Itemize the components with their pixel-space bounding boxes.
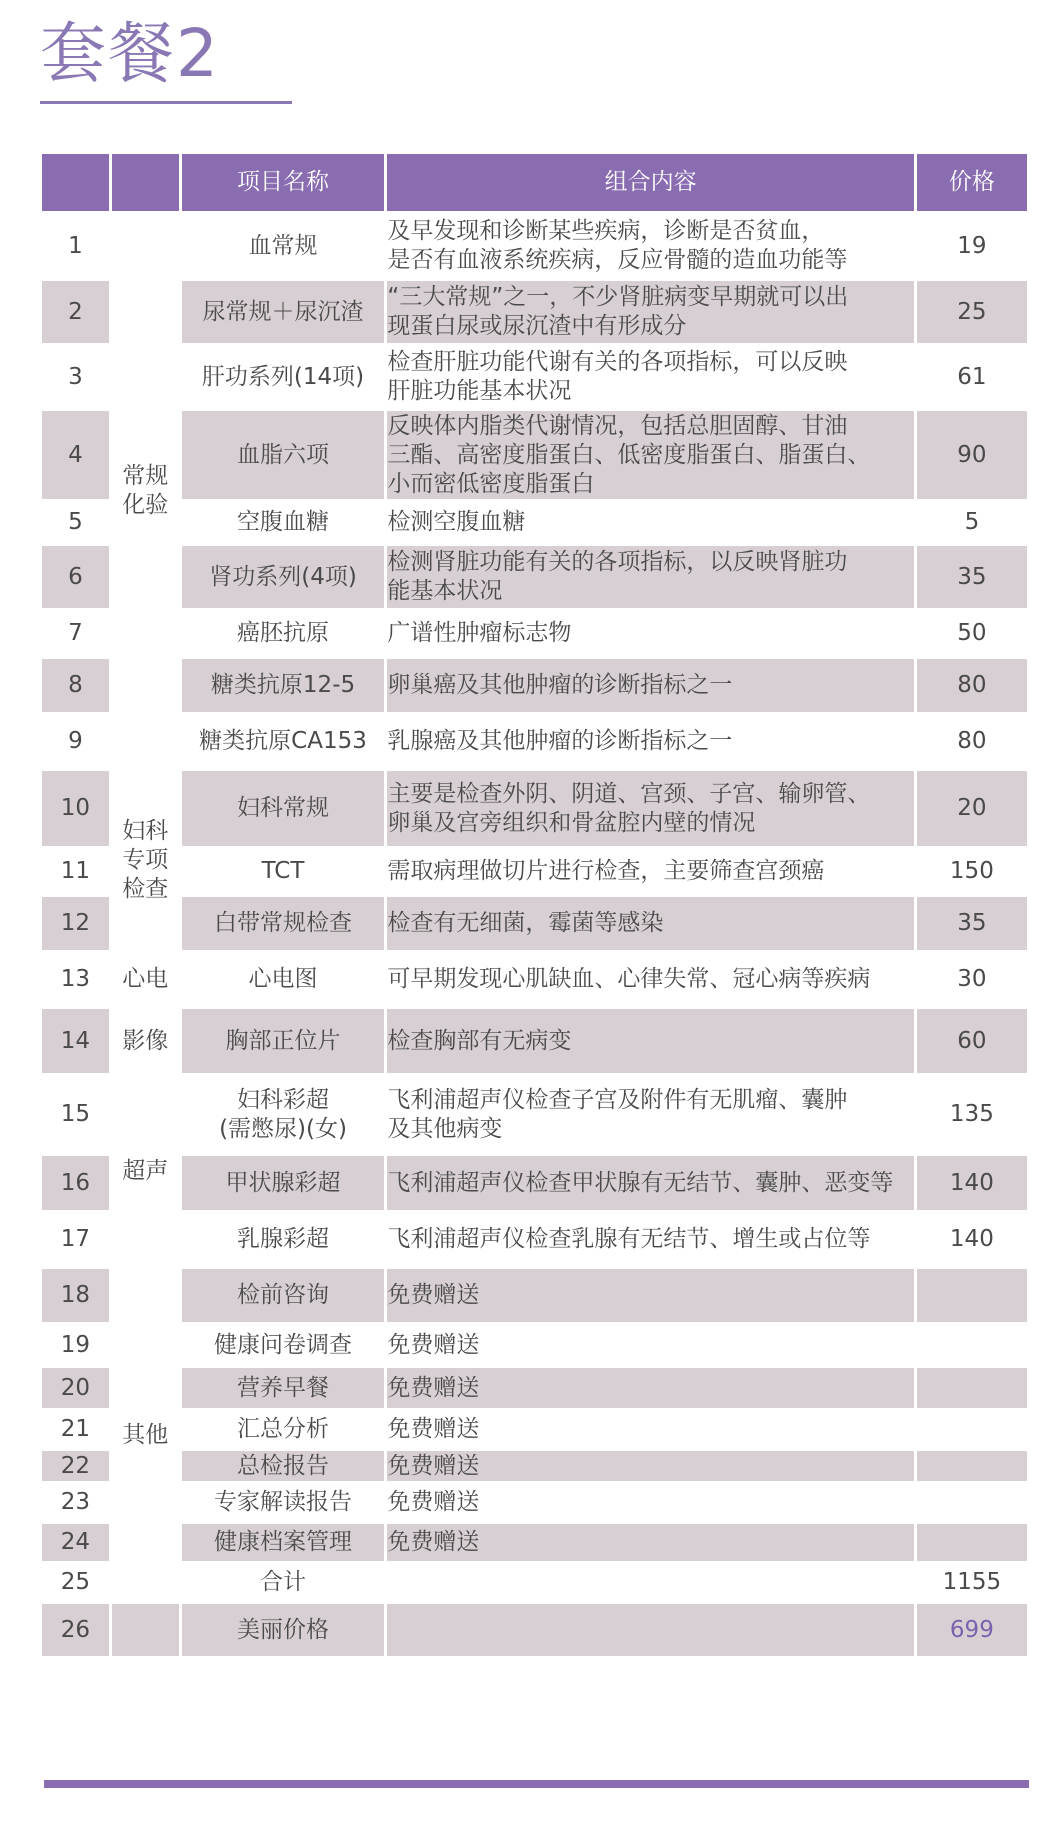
item-content: 反映体内脂类代谢情况，包括总胆固醇、甘油 三酯、高密度脂蛋白、低密度脂蛋白、脂蛋白、 小而密低密度脂蛋白 bbox=[387, 411, 913, 499]
item-name: 妇科常规 bbox=[182, 771, 385, 846]
item-content: 主要是检查外阴、阴道、宫颈、子宫、输卵管、 卵巢及宫旁组织和骨盆腔内壁的情况 bbox=[387, 771, 913, 846]
item-content: 免费赠送 bbox=[387, 1451, 913, 1481]
item-name: 糖类抗原CA153 bbox=[182, 715, 385, 768]
item-price: 20 bbox=[917, 771, 1027, 846]
item-name: 血常规 bbox=[182, 214, 385, 278]
item-name: 白带常规检查 bbox=[182, 897, 385, 950]
table-row bbox=[42, 281, 1027, 343]
item-name: 血脂六项 bbox=[182, 411, 385, 499]
item-price: 35 bbox=[917, 897, 1027, 950]
item-name: 美丽价格 bbox=[182, 1604, 385, 1656]
promo-price: 699 bbox=[917, 1604, 1027, 1656]
item-content: 免费赠送 bbox=[387, 1269, 913, 1322]
table-row bbox=[42, 771, 1027, 846]
item-price: 60 bbox=[917, 1009, 1027, 1073]
item-price: 90 bbox=[917, 411, 1027, 499]
item-price: 140 bbox=[917, 1213, 1027, 1266]
table-row bbox=[42, 1411, 1027, 1448]
row-number: 3 bbox=[42, 346, 109, 408]
item-price bbox=[917, 1269, 1027, 1322]
table-row bbox=[42, 897, 1027, 950]
item-content: 可早期发现心肌缺血、心律失常、冠心病等疾病 bbox=[387, 953, 913, 1006]
item-name: 妇科彩超 (需憋尿)(女) bbox=[182, 1076, 385, 1153]
category-label: 妇科 专项 检查 bbox=[122, 818, 169, 902]
item-name: 甲状腺彩超 bbox=[182, 1156, 385, 1210]
item-price: 150 bbox=[917, 849, 1027, 894]
row-number: 23 bbox=[42, 1484, 109, 1521]
category-label: 常规 化验 bbox=[122, 463, 169, 518]
item-name: 合计 bbox=[182, 1564, 385, 1601]
item-name: 营养早餐 bbox=[182, 1368, 385, 1408]
header-category bbox=[112, 154, 179, 211]
item-content: “三大常规”之一，不少肾脏病变早期就可以出 现蛋白尿或尿沉渣中有形成分 bbox=[387, 281, 913, 343]
header-content: 组合内容 bbox=[387, 154, 913, 211]
item-price: 80 bbox=[917, 715, 1027, 768]
row-number: 25 bbox=[42, 1564, 109, 1601]
item-price: 135 bbox=[917, 1076, 1027, 1153]
total-row bbox=[42, 1564, 1027, 1601]
row-number: 14 bbox=[42, 1009, 109, 1073]
item-content: 检测肾脏功能有关的各项指标，以反映肾脏功 能基本状况 bbox=[387, 546, 913, 608]
item-content: 检测空腹血糖 bbox=[387, 502, 913, 543]
row-number: 24 bbox=[42, 1524, 109, 1561]
item-content: 免费赠送 bbox=[387, 1524, 913, 1561]
item-name: 肾功系列(4项) bbox=[182, 546, 385, 608]
item-name: 乳腺彩超 bbox=[182, 1213, 385, 1266]
total-price: 1155 bbox=[917, 1564, 1027, 1601]
item-content bbox=[387, 1564, 913, 1601]
row-number: 4 bbox=[42, 411, 109, 499]
item-name: 尿常规＋尿沉渣 bbox=[182, 281, 385, 343]
item-name: TCT bbox=[182, 849, 385, 894]
title-underline bbox=[40, 101, 292, 104]
row-number: 19 bbox=[42, 1325, 109, 1365]
item-name: 汇总分析 bbox=[182, 1411, 385, 1448]
item-content: 及早发现和诊断某些疾病，诊断是否贫血， 是否有血液系统疾病，反应骨髓的造血功能等 bbox=[387, 214, 913, 278]
item-name: 健康问卷调查 bbox=[182, 1325, 385, 1365]
item-content: 检查有无细菌，霉菌等感染 bbox=[387, 897, 913, 950]
category-imaging bbox=[112, 1009, 179, 1073]
item-name: 总检报告 bbox=[182, 1451, 385, 1481]
row-number: 21 bbox=[42, 1411, 109, 1448]
item-content: 免费赠送 bbox=[387, 1368, 913, 1408]
item-price bbox=[917, 1325, 1027, 1365]
item-content: 免费赠送 bbox=[387, 1484, 913, 1521]
item-name: 糖类抗原12-5 bbox=[182, 659, 385, 712]
table-row bbox=[42, 715, 1027, 768]
category-label: 超声 bbox=[122, 1157, 169, 1184]
table-row bbox=[42, 849, 1027, 894]
item-price: 5 bbox=[917, 502, 1027, 543]
category-ultrasound bbox=[112, 1076, 179, 1266]
item-price bbox=[917, 1368, 1027, 1408]
table-row bbox=[42, 1325, 1027, 1365]
category-label: 其他 bbox=[122, 1421, 169, 1448]
row-number: 9 bbox=[42, 715, 109, 768]
category-routine-lab bbox=[112, 214, 179, 768]
table-row bbox=[42, 1484, 1027, 1521]
item-content: 免费赠送 bbox=[387, 1411, 913, 1448]
table-bottom-bar bbox=[44, 1780, 1029, 1788]
item-content: 广谱性肿瘤标志物 bbox=[387, 611, 913, 656]
table-row bbox=[42, 1076, 1027, 1153]
row-number: 8 bbox=[42, 659, 109, 712]
table-row bbox=[42, 214, 1027, 278]
item-price bbox=[917, 1411, 1027, 1448]
table-row bbox=[42, 659, 1027, 712]
category-label: 影像 bbox=[122, 1027, 169, 1054]
promo-price-row bbox=[42, 1604, 1027, 1656]
category-gynecology bbox=[112, 771, 179, 950]
row-number: 10 bbox=[42, 771, 109, 846]
item-content bbox=[387, 1604, 913, 1656]
category-label: 心电 bbox=[122, 966, 169, 992]
row-number: 7 bbox=[42, 611, 109, 656]
item-price: 25 bbox=[917, 281, 1027, 343]
row-number: 6 bbox=[42, 546, 109, 608]
item-price: 80 bbox=[917, 659, 1027, 712]
table-row bbox=[42, 546, 1027, 608]
item-price bbox=[917, 1524, 1027, 1561]
item-content: 飞利浦超声仪检查乳腺有无结节、增生或占位等 bbox=[387, 1213, 913, 1266]
row-number: 1 bbox=[42, 214, 109, 278]
row-number: 2 bbox=[42, 281, 109, 343]
row-number: 11 bbox=[42, 849, 109, 894]
row-number: 22 bbox=[42, 1451, 109, 1481]
item-content: 乳腺癌及其他肿瘤的诊断指标之一 bbox=[387, 715, 913, 768]
item-price: 30 bbox=[917, 953, 1027, 1006]
row-number: 26 bbox=[42, 1604, 109, 1656]
package-table bbox=[39, 151, 1030, 1659]
page-title: 套餐2 bbox=[40, 15, 220, 92]
item-name: 心电图 bbox=[182, 953, 385, 1006]
item-name: 健康档案管理 bbox=[182, 1524, 385, 1561]
item-price bbox=[917, 1451, 1027, 1481]
item-price: 61 bbox=[917, 346, 1027, 408]
table-row bbox=[42, 411, 1027, 499]
row-number: 5 bbox=[42, 502, 109, 543]
category-blank bbox=[112, 1604, 179, 1656]
item-name: 专家解读报告 bbox=[182, 1484, 385, 1521]
header-item-name: 项目名称 bbox=[182, 154, 385, 211]
item-content: 检查肝脏功能代谢有关的各项指标，可以反映 肝脏功能基本状况 bbox=[387, 346, 913, 408]
item-price bbox=[917, 1484, 1027, 1521]
item-content: 检查胸部有无病变 bbox=[387, 1009, 913, 1073]
table-row bbox=[42, 1451, 1027, 1481]
item-content: 卵巢癌及其他肿瘤的诊断指标之一 bbox=[387, 659, 913, 712]
table-row bbox=[42, 953, 1027, 1006]
row-number: 20 bbox=[42, 1368, 109, 1408]
item-content: 免费赠送 bbox=[387, 1325, 913, 1365]
row-number: 18 bbox=[42, 1269, 109, 1322]
item-name: 胸部正位片 bbox=[182, 1009, 385, 1073]
category-other bbox=[112, 1269, 179, 1601]
item-price: 35 bbox=[917, 546, 1027, 608]
item-name: 癌胚抗原 bbox=[182, 611, 385, 656]
item-content: 飞利浦超声仪检查子宫及附件有无肌瘤、囊肿 及其他病变 bbox=[387, 1076, 913, 1153]
item-content: 需取病理做切片进行检查，主要筛查宫颈癌 bbox=[387, 849, 913, 894]
table-row bbox=[42, 1009, 1027, 1073]
item-name: 空腹血糖 bbox=[182, 502, 385, 543]
table-row bbox=[42, 346, 1027, 408]
header-price: 价格 bbox=[917, 154, 1027, 211]
item-content: 飞利浦超声仪检查甲状腺有无结节、囊肿、恶变等 bbox=[387, 1156, 913, 1210]
item-name: 检前咨询 bbox=[182, 1269, 385, 1322]
row-number: 16 bbox=[42, 1156, 109, 1210]
row-number: 13 bbox=[42, 953, 109, 1006]
row-number: 15 bbox=[42, 1076, 109, 1153]
table-row bbox=[42, 502, 1027, 543]
header-number bbox=[42, 154, 109, 211]
table-row bbox=[42, 1368, 1027, 1408]
category-ecg bbox=[112, 953, 179, 1006]
table-row bbox=[42, 1213, 1027, 1266]
table-row bbox=[42, 1269, 1027, 1322]
row-number: 12 bbox=[42, 897, 109, 950]
item-price: 19 bbox=[917, 214, 1027, 278]
table-header-row bbox=[42, 154, 1027, 211]
item-name: 肝功系列(14项) bbox=[182, 346, 385, 408]
row-number: 17 bbox=[42, 1213, 109, 1266]
item-price: 140 bbox=[917, 1156, 1027, 1210]
table-row bbox=[42, 1156, 1027, 1210]
item-price: 50 bbox=[917, 611, 1027, 656]
table-row bbox=[42, 1524, 1027, 1561]
table-row bbox=[42, 611, 1027, 656]
